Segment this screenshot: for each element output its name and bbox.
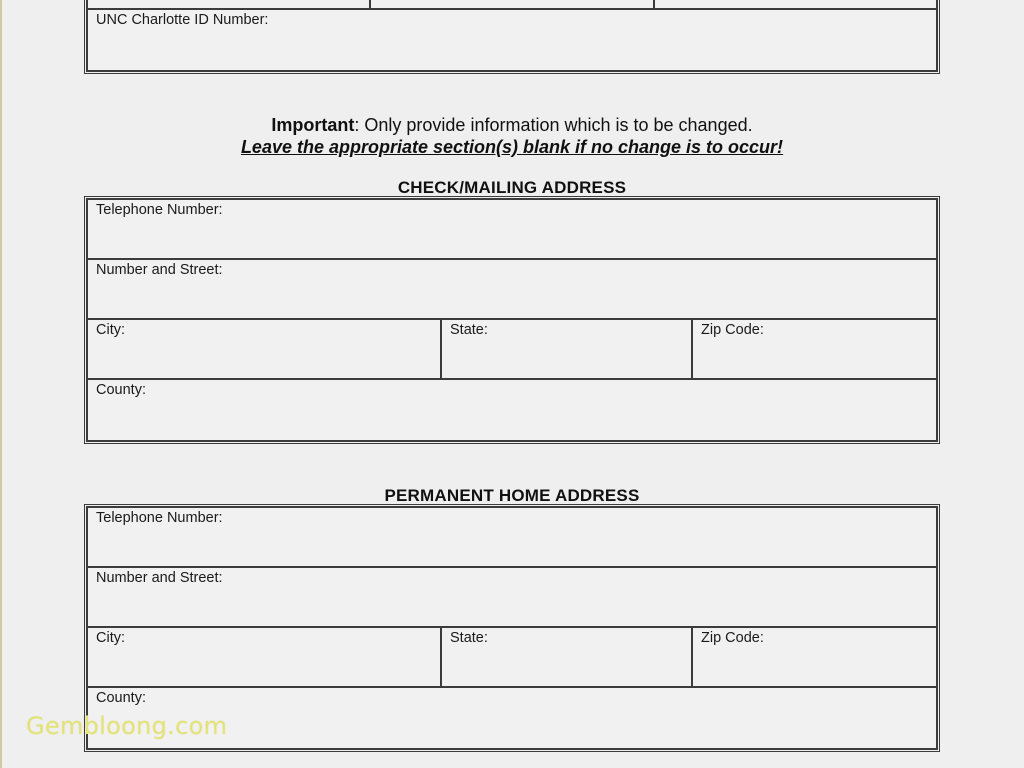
street-row xyxy=(88,260,936,320)
home-telephone-field[interactable] xyxy=(88,508,936,566)
telephone-row xyxy=(88,508,936,568)
cut-off-cell xyxy=(653,0,936,8)
mailing-address-title: CHECK/MAILING ADDRESS xyxy=(397,178,627,197)
street-label: Number and Street: xyxy=(96,570,223,586)
important-notice xyxy=(0,115,1024,136)
id-number-value[interactable] xyxy=(96,33,928,49)
mailing-telephone-value[interactable] xyxy=(96,223,928,239)
mailing-state-value[interactable] xyxy=(450,343,683,359)
mailing-city-value[interactable] xyxy=(96,343,432,359)
zip-label: Zip Code: xyxy=(701,630,764,646)
state-label: State: xyxy=(450,630,488,646)
home-city-value[interactable] xyxy=(96,651,432,667)
mailing-street-value[interactable] xyxy=(96,283,928,299)
street-row xyxy=(88,568,936,628)
mailing-zip-value[interactable] xyxy=(701,343,928,359)
state-label: State: xyxy=(450,322,488,338)
home-state-field[interactable] xyxy=(440,628,691,686)
county-row xyxy=(88,380,936,438)
cut-off-cell xyxy=(88,0,369,8)
zip-label: Zip Code: xyxy=(701,322,764,338)
home-street-value[interactable] xyxy=(96,591,928,607)
street-label: Number and Street: xyxy=(96,262,223,278)
mailing-city-field[interactable] xyxy=(88,320,440,378)
telephone-label: Telephone Number: xyxy=(96,202,223,218)
home-zip-field[interactable] xyxy=(691,628,936,686)
cut-off-row xyxy=(88,0,936,10)
mailing-telephone-field[interactable] xyxy=(88,200,936,258)
county-label: County: xyxy=(96,382,146,398)
home-city-field[interactable] xyxy=(88,628,440,686)
student-id-table xyxy=(86,0,938,72)
home-street-field[interactable] xyxy=(88,568,936,626)
leave-blank-notice: Leave the appropriate section(s) blank if no change is to occur! xyxy=(240,137,784,157)
home-zip-value[interactable] xyxy=(701,651,928,667)
city-label: City: xyxy=(96,322,125,338)
important-label: Important xyxy=(271,115,355,135)
telephone-row xyxy=(88,200,936,260)
mailing-county-field[interactable] xyxy=(88,380,936,438)
mailing-address-table xyxy=(86,198,938,442)
id-number-field[interactable] xyxy=(88,10,936,70)
id-number-label: UNC Charlotte ID Number: xyxy=(96,12,269,28)
mailing-street-field[interactable] xyxy=(88,260,936,318)
city-label: City: xyxy=(96,630,125,646)
watermark-text: Gembloong.com xyxy=(26,712,228,740)
mailing-state-field[interactable] xyxy=(440,320,691,378)
city-state-zip-row xyxy=(88,320,936,380)
cut-off-cell xyxy=(369,0,652,8)
mailing-zip-field[interactable] xyxy=(691,320,936,378)
important-text: : Only provide information which is to be changed. xyxy=(354,115,753,135)
home-state-value[interactable] xyxy=(450,651,683,667)
telephone-label: Telephone Number: xyxy=(96,510,223,526)
mailing-county-value[interactable] xyxy=(96,403,928,419)
home-address-title: PERMANENT HOME ADDRESS xyxy=(384,486,640,505)
city-state-zip-row xyxy=(88,628,936,688)
home-telephone-value[interactable] xyxy=(96,531,928,547)
id-number-row xyxy=(88,10,936,70)
county-label: County: xyxy=(96,690,146,706)
